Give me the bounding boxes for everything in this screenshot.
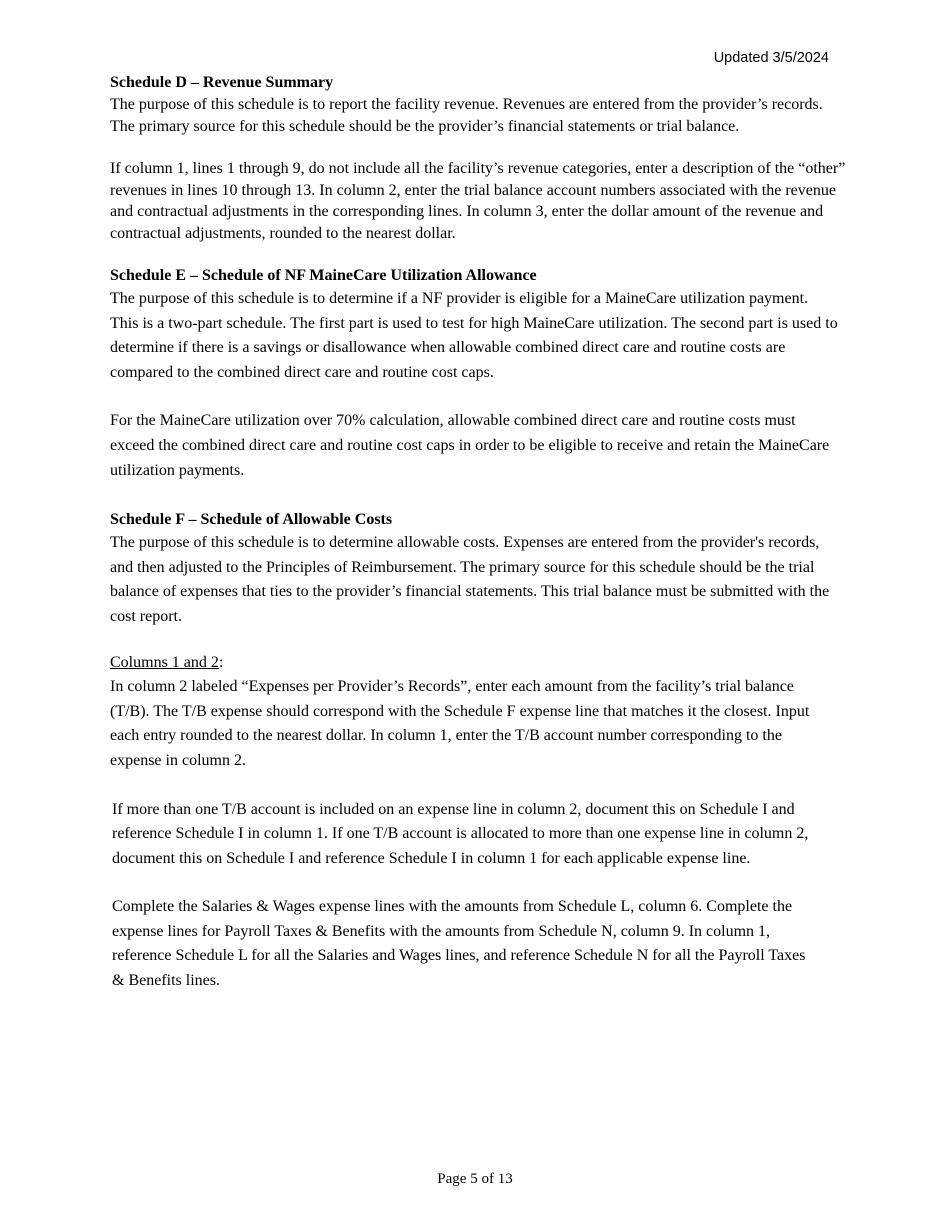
schedule-d-heading: Schedule D – Revenue Summary [110,74,334,91]
page-number: Page 5 of 13 [437,1171,513,1187]
section-schedule-f [110,509,846,994]
section-schedule-d [110,72,846,244]
section-schedule-e [110,265,846,483]
updated-date: Updated 3/5/2024 [713,50,829,66]
schedule-f-paragraph-1: The purpose of this schedule is to determine allowable costs. Expenses are entered from the provider's records, and then adjusted to the Principles of Reimbursement. The primary source for this schedule should be the trial balance of expenses that ties to the provider’s financial statements. This trial balance must be submitted with the cost report. [110,534,830,625]
columns-1-2-subheading-line [110,651,846,676]
columns-1-2-subheading: Columns 1 and 2 [110,653,219,671]
columns-1-2-subheading-colon: : [218,653,224,671]
schedule-f-paragraph-salaries: Complete the Salaries & Wages expense lines with the amounts from Schedule L, column 6. Complete the expense lines for Payroll Taxes & Benefits with the amounts from Schedule N, column 9. In column 1, reference Schedule L for all the Salaries and Wages lines, and reference Schedule N for all the Payroll Taxes & Benefits lines. [112,898,806,990]
document-body [110,72,846,994]
schedule-e-heading: Schedule E – Schedule of NF MaineCare Utilization Allowance [110,267,537,284]
schedule-e-paragraph-2: For the MaineCare utilization over 70% calculation, allowable combined direct care and routine costs must exceed the combined direct care and routine cost caps in order to be eligible to receive and retain the MaineCare utilization payments. [110,412,830,479]
schedule-e-paragraph-1: The purpose of this schedule is to determine if a NF provider is eligible for a MaineCare utilization payment. This is a two-part schedule. The first part is used to test for high MaineCare utilization. The second part is used to determine if there is a savings or disallowance when allowable combined direct care and routine costs are compared to the combined direct care and routine cost caps. [110,290,838,381]
schedule-d-paragraph-2: If column 1, lines 1 through 9, do not include all the facility’s revenue categories, enter a description of the “other” revenues in lines 10 through 13. In column 2, enter the trial balance account numbers associated with the revenue and contractual adjustments in the corresponding lines. In column 3, enter the dollar amount of the revenue and contractual adjustments, rounded to the nearest dollar. [110,160,846,242]
schedule-f-heading: Schedule F – Schedule of Allowable Costs [110,511,393,529]
schedule-d-paragraph-1: The purpose of this schedule is to report the facility revenue. Revenues are entered from the provider’s records. The primary source for this schedule should be the provider’s financial statements or trial balance. [110,96,823,135]
schedule-f-paragraph-tb-accounts: If more than one T/B account is included on an expense line in column 2, document this on Schedule I and reference Schedule I in column 1. If one T/B account is allocated to more than one expense line in column 2, document this on Schedule I and reference Schedule I in column 1 for each applicable expense line. [112,800,809,867]
schedule-f-columns-paragraph: In column 2 labeled “Expenses per Provider’s Records”, enter each amount from the facility’s trial balance (T/B). The T/B expense should correspond with the Schedule F expense line that matches it the closest. Input each entry rounded to the nearest dollar. In column 1, enter the T/B account number corresponding to the expense in column 2. [110,678,810,769]
